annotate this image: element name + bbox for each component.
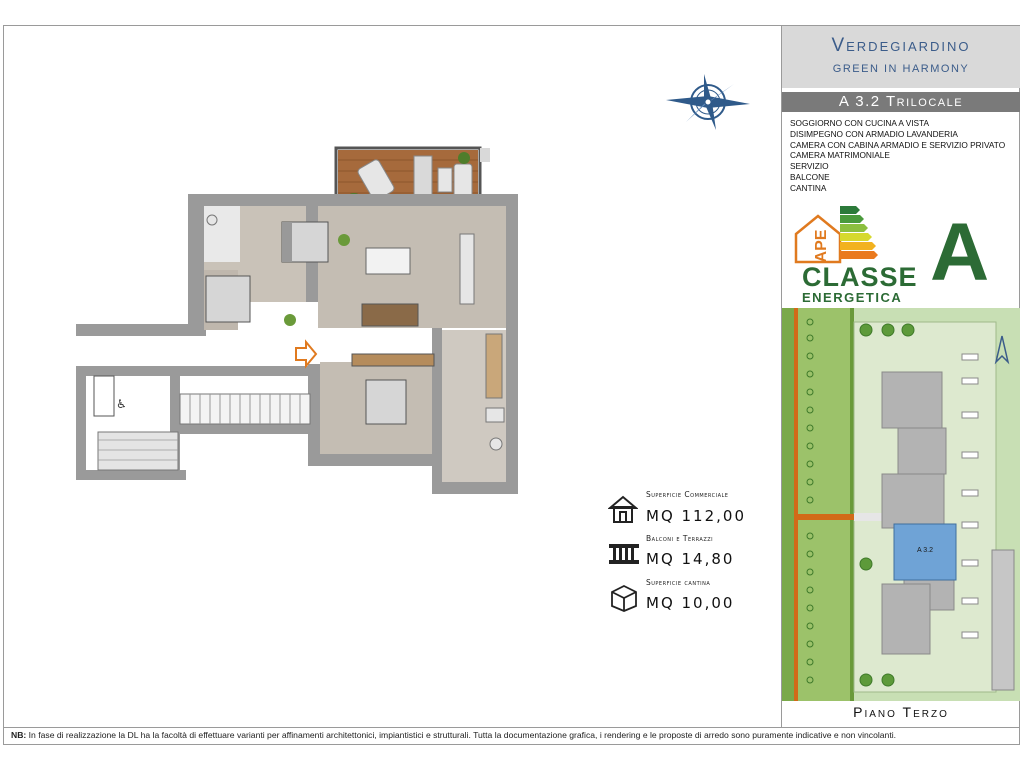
room-list-item: CAMERA MATRIMONIALE (790, 150, 890, 161)
surface-balconies-value: MQ 14,80 (646, 550, 735, 568)
footer-divider (3, 727, 1020, 728)
disclaimer-text: In fase di realizzazione la DL ha la facoltà di effettuare varianti per affinamenti architettonici, impiantistici e strutturali. Tutta la documentazione grafica, i rendering e le proposte di arredo sono puramente indicative e non vincolanti. (28, 730, 897, 740)
surface-cellar-label: Superficie cantina (646, 578, 711, 587)
staircase (94, 376, 310, 470)
surface-commercial-label: Superficie Commerciale (646, 490, 729, 499)
surface-balconies-label: Balconi e Terrazzi (646, 534, 714, 543)
room-list-item: CANTINA (790, 182, 827, 193)
room-list (790, 118, 1018, 194)
room-list-item: CAMERA CON CABINA ARMADIO E SERVIZIO PRIVATO (790, 139, 1006, 150)
site-plan (782, 308, 1020, 701)
house-icon (608, 494, 638, 524)
unit-title: A 3.2 Trilocale (782, 92, 1020, 112)
disclaimer-prefix: NB: (11, 730, 27, 740)
energy-class-letter: A (930, 207, 990, 298)
surface-cellar-value: MQ 10,00 (646, 594, 735, 612)
energy-rating-icon (794, 204, 884, 264)
balustrade-icon (608, 542, 640, 566)
compass-icon (664, 72, 750, 136)
brand-header (782, 26, 1020, 88)
energy-energetica-label: ENERGETICA (802, 290, 903, 305)
surface-commercial-value: MQ 112,00 (646, 507, 747, 525)
box-icon (610, 584, 638, 612)
room-list-item: SERVIZIO (790, 161, 829, 172)
floor-label: Piano Terzo (853, 704, 949, 720)
brand-title: Verdegiardino (831, 35, 971, 56)
room-list-item: BALCONE (790, 171, 830, 182)
brand-subtitle: GREEN IN HARMONY (832, 63, 970, 75)
floor-plan (76, 140, 536, 500)
site-plan-unit-label: A 3.2 (917, 547, 933, 554)
svg-text:♿: ♿ (116, 397, 127, 411)
room-list-item: SOGGIORNO CON CUCINA A VISTA (790, 118, 930, 128)
ape-badge: APE (813, 229, 830, 263)
energy-classe-label: CLASSE (802, 262, 918, 292)
disclaimer (11, 730, 1016, 740)
room-list-item: DISIMPEGNO CON ARMADIO LAVANDERIA (790, 128, 958, 139)
entrance-arrow-icon (296, 342, 316, 366)
